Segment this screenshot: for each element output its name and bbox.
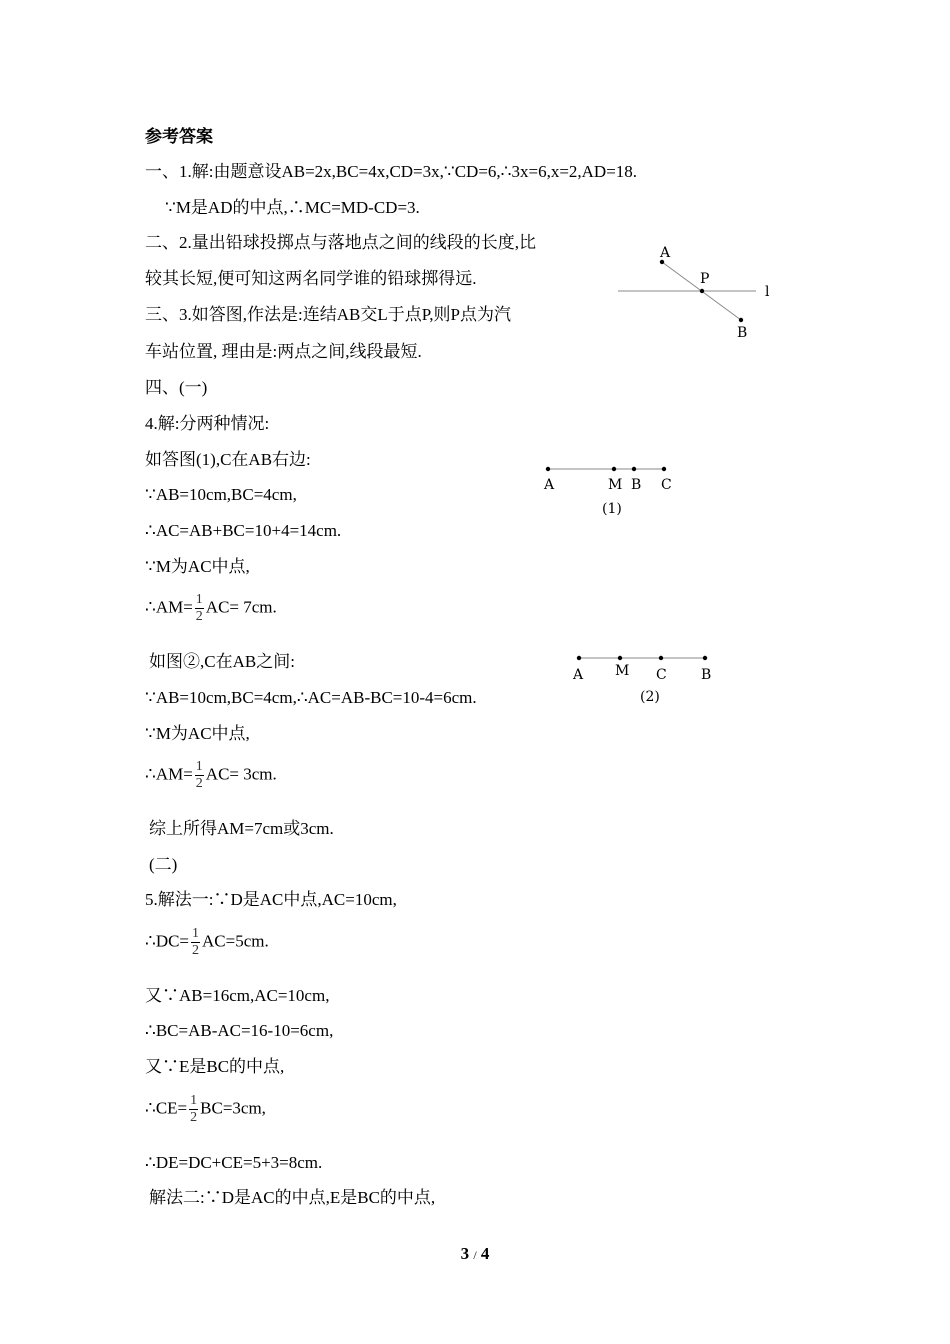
label-p: P [700, 271, 710, 287]
answer-line-10: ∵AB=10cm,BC=4cm, [145, 485, 297, 504]
point-c [659, 656, 663, 660]
fraction-numerator: 1 [192, 926, 200, 941]
point-b [632, 467, 636, 471]
point-c [662, 467, 666, 471]
fraction-numerator: 1 [195, 759, 203, 774]
fraction-pre: ∴CE= [145, 1098, 188, 1118]
fraction [195, 592, 204, 625]
answer-line-23: 解法二:∵D是AC的中点,E是BC的中点, [149, 1188, 436, 1207]
figure-bus-station [610, 235, 790, 345]
label-a: A [544, 477, 555, 493]
answer-line-18: 5.解法一:∵D是AC中点,AC=10cm, [145, 890, 397, 909]
fraction-pre: ∴DC= [145, 931, 190, 951]
fraction-pre: ∴AM= [145, 597, 193, 617]
figure-1 [535, 455, 685, 525]
answer-line-7: 四、(一) [145, 378, 208, 397]
page-separator: / [473, 1248, 477, 1262]
fraction-denominator: 2 [195, 776, 203, 791]
label-m: M [615, 663, 630, 679]
figure-caption: (2) [640, 689, 660, 705]
label-a: A [660, 245, 671, 261]
label-a: A [573, 667, 584, 683]
page-number: 3 [460, 1244, 470, 1263]
answer-line-22: ∴DE=DC+CE=5+3=8cm. [145, 1153, 323, 1172]
answer-line-6: 车站位置, 理由是:两点之间,线段最短. [145, 342, 422, 361]
fraction-denominator: 2 [192, 943, 200, 958]
label-l: l [765, 284, 770, 300]
fraction-post: BC=3cm, [200, 1098, 266, 1118]
answer-line-5: 三、3.如答图,作法是:连结AB交L于点P,则P点为汽 [145, 305, 511, 324]
answer-line-9: 如答图(1),C在AB右边: [145, 450, 311, 469]
answer-line-8: 4.解:分两种情况: [145, 414, 270, 433]
answer-line-2: ∵M是AD的中点,∴MC=MD-CD=3. [165, 198, 420, 217]
fraction [191, 926, 200, 959]
figure-2 [565, 645, 725, 710]
point-m [612, 467, 616, 471]
point-a [577, 656, 581, 660]
answer-line-15: ∵M为AC中点, [145, 724, 250, 743]
fraction-line-4 [145, 1093, 266, 1126]
fraction-post: AC=5cm. [202, 931, 269, 951]
point-a [546, 467, 550, 471]
fraction-denominator: 2 [195, 609, 203, 624]
answer-line-19: 又∵AB=16cm,AC=10cm, [145, 986, 330, 1005]
label-b: B [631, 477, 642, 493]
answer-line-13: 如图②,C在AB之间: [149, 652, 295, 671]
answer-line-3: 二、2.量出铅球投掷点与落地点之间的线段的长度,比 [145, 233, 536, 252]
fraction-numerator: 1 [195, 592, 203, 607]
fraction-pre: ∴AM= [145, 764, 193, 784]
fraction [189, 1093, 198, 1126]
figure-caption: (1) [602, 501, 622, 517]
point-b [739, 318, 743, 322]
point-p [700, 289, 704, 293]
fraction-line-3 [145, 926, 269, 959]
answer-line-4: 较其长短,便可知这两名同学谁的铅球掷得远. [145, 269, 477, 288]
answer-line-1: 一、1.解:由题意设AB=2x,BC=4x,CD=3x,∵CD=6,∴3x=6,x=2,AD=18. [145, 162, 638, 181]
fraction-numerator: 1 [190, 1093, 198, 1108]
answer-line-14: ∵AB=10cm,BC=4cm,∴AC=AB-BC=10-4=6cm. [145, 688, 477, 707]
fraction [195, 759, 204, 792]
label-c: C [656, 667, 667, 683]
section-title: 参考答案 [145, 127, 213, 146]
label-b: B [701, 667, 712, 683]
point-b [703, 656, 707, 660]
answer-line-21: 又∵E是BC的中点, [145, 1057, 285, 1076]
answer-line-11: ∴AC=AB+BC=10+4=14cm. [145, 521, 342, 540]
fraction-line-2 [145, 759, 277, 792]
label-c: C [661, 477, 672, 493]
label-b: B [737, 325, 748, 341]
fraction-post: AC= 3cm. [205, 764, 277, 784]
answer-line-12: ∵M为AC中点, [145, 557, 250, 576]
point-m [618, 656, 622, 660]
fraction-line-1 [145, 592, 277, 625]
fraction-post: AC= 7cm. [205, 597, 277, 617]
label-m: M [608, 477, 623, 493]
fraction-denominator: 2 [190, 1110, 198, 1125]
answer-line-17: (二) [149, 855, 178, 874]
answer-line-20: ∴BC=AB-AC=16-10=6cm, [145, 1021, 334, 1040]
answer-line-16: 综上所得AM=7cm或3cm. [149, 819, 334, 838]
page-footer [0, 1244, 950, 1264]
page-total: 4 [480, 1244, 490, 1263]
